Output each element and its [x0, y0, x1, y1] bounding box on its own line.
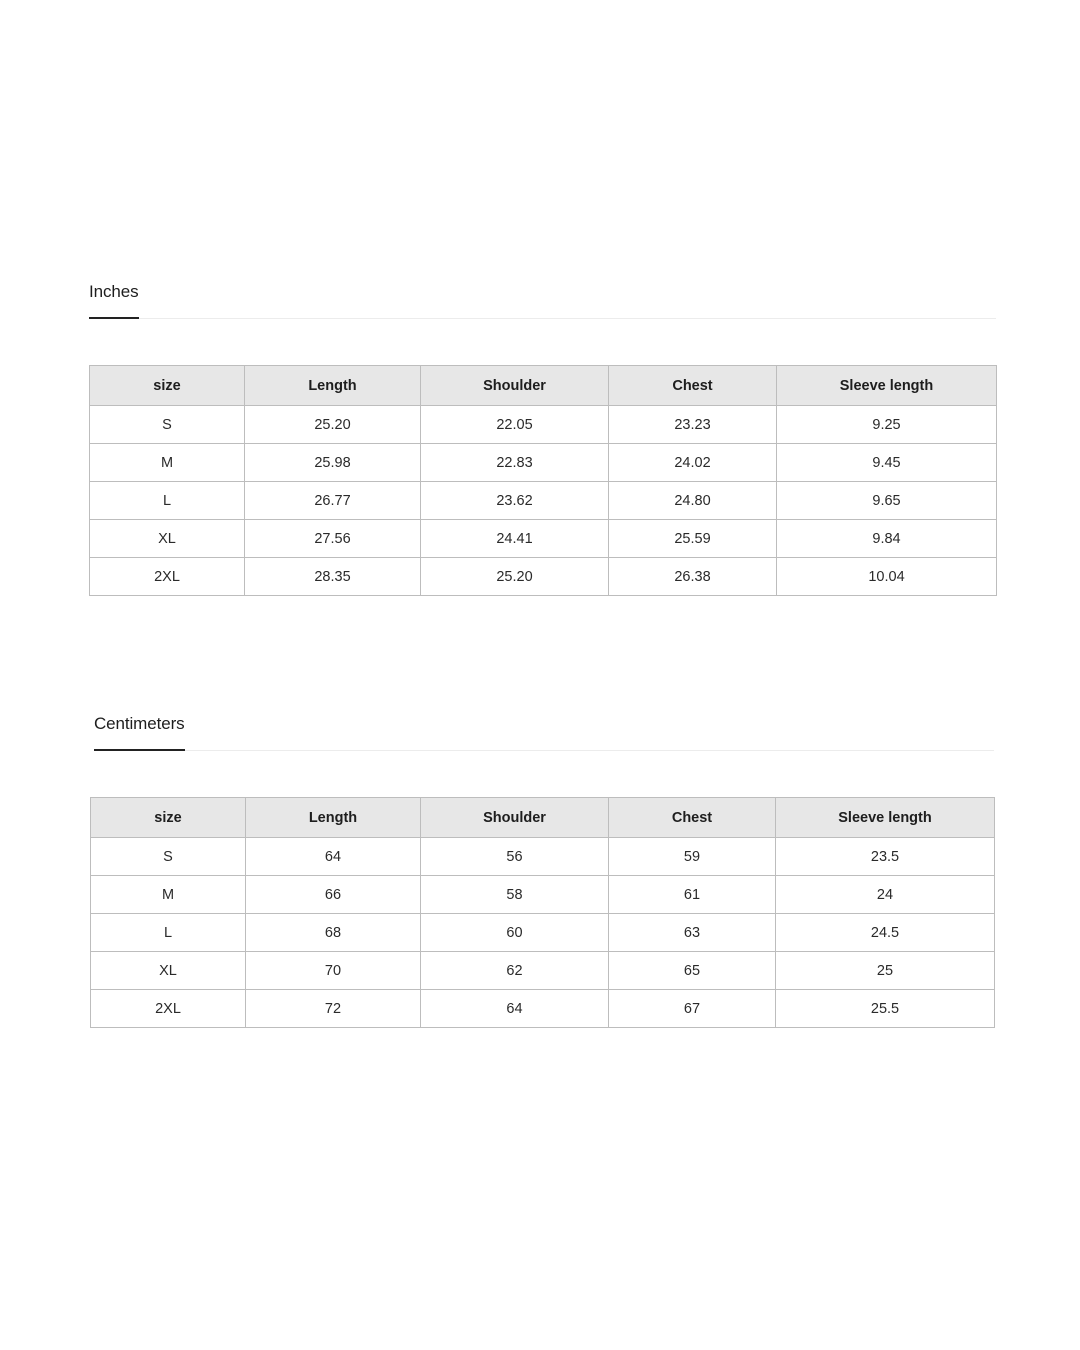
table-row	[90, 444, 997, 482]
table-cell: 2XL	[90, 558, 245, 596]
table-row	[90, 406, 997, 444]
table-cell: 64	[421, 990, 609, 1028]
table-cell: 9.45	[777, 444, 997, 482]
table-cell: 56	[421, 838, 609, 876]
table-cell: L	[90, 482, 245, 520]
table-header-row	[90, 366, 997, 406]
table-cell: 58	[421, 876, 609, 914]
centimeters-tab-bar	[94, 710, 994, 751]
table-cell: 2XL	[91, 990, 246, 1028]
table-cell: S	[91, 838, 246, 876]
table-row	[90, 558, 997, 596]
table-row	[91, 914, 995, 952]
centimeters-section	[94, 710, 994, 751]
inches-size-table	[89, 365, 997, 596]
table-cell: 22.83	[421, 444, 609, 482]
table-cell: XL	[91, 952, 246, 990]
column-header-size: size	[90, 366, 245, 406]
table-header-row	[91, 798, 995, 838]
table-cell: 26.38	[609, 558, 777, 596]
table-cell: 24.41	[421, 520, 609, 558]
table-cell: 25.5	[776, 990, 995, 1028]
table-cell: 9.65	[777, 482, 997, 520]
table-cell: 23.5	[776, 838, 995, 876]
table-row	[90, 520, 997, 558]
tab-inches[interactable]: Inches	[89, 283, 139, 319]
table-cell: M	[91, 876, 246, 914]
table-row	[91, 952, 995, 990]
table-cell: 24.80	[609, 482, 777, 520]
table-cell: 65	[609, 952, 776, 990]
table-cell: 10.04	[777, 558, 997, 596]
table-cell: 23.62	[421, 482, 609, 520]
column-header-shoulder: Shoulder	[421, 366, 609, 406]
table-cell: 25.59	[609, 520, 777, 558]
table-cell: S	[90, 406, 245, 444]
table-cell: 24.5	[776, 914, 995, 952]
table-cell: L	[91, 914, 246, 952]
table-cell: 61	[609, 876, 776, 914]
centimeters-size-table	[90, 797, 995, 1028]
column-header-sleeve-length: Sleeve length	[776, 798, 995, 838]
table-row	[90, 482, 997, 520]
table-cell: 23.23	[609, 406, 777, 444]
table-cell: 9.84	[777, 520, 997, 558]
table-cell: 25.20	[421, 558, 609, 596]
tab-centimeters[interactable]: Centimeters	[94, 715, 185, 751]
column-header-chest: Chest	[609, 366, 777, 406]
table-cell: 9.25	[777, 406, 997, 444]
table-cell: 25.98	[245, 444, 421, 482]
column-header-chest: Chest	[609, 798, 776, 838]
table-cell: 64	[246, 838, 421, 876]
table-cell: 67	[609, 990, 776, 1028]
table-row	[91, 838, 995, 876]
table-row	[91, 990, 995, 1028]
column-header-sleeve-length: Sleeve length	[777, 366, 997, 406]
table-cell: 22.05	[421, 406, 609, 444]
table-cell: 72	[246, 990, 421, 1028]
table-cell: M	[90, 444, 245, 482]
table-row	[91, 876, 995, 914]
column-header-length: Length	[246, 798, 421, 838]
table-cell: 25.20	[245, 406, 421, 444]
table-cell: 27.56	[245, 520, 421, 558]
table-cell: 70	[246, 952, 421, 990]
table-cell: 25	[776, 952, 995, 990]
table-cell: 24	[776, 876, 995, 914]
table-cell: 24.02	[609, 444, 777, 482]
table-cell: 60	[421, 914, 609, 952]
table-cell: XL	[90, 520, 245, 558]
column-header-size: size	[91, 798, 246, 838]
table-cell: 62	[421, 952, 609, 990]
column-header-shoulder: Shoulder	[421, 798, 609, 838]
table-cell: 68	[246, 914, 421, 952]
column-header-length: Length	[245, 366, 421, 406]
inches-section	[89, 278, 996, 319]
inches-tab-bar	[89, 278, 996, 319]
table-cell: 26.77	[245, 482, 421, 520]
table-cell: 66	[246, 876, 421, 914]
table-cell: 59	[609, 838, 776, 876]
table-cell: 28.35	[245, 558, 421, 596]
table-cell: 63	[609, 914, 776, 952]
